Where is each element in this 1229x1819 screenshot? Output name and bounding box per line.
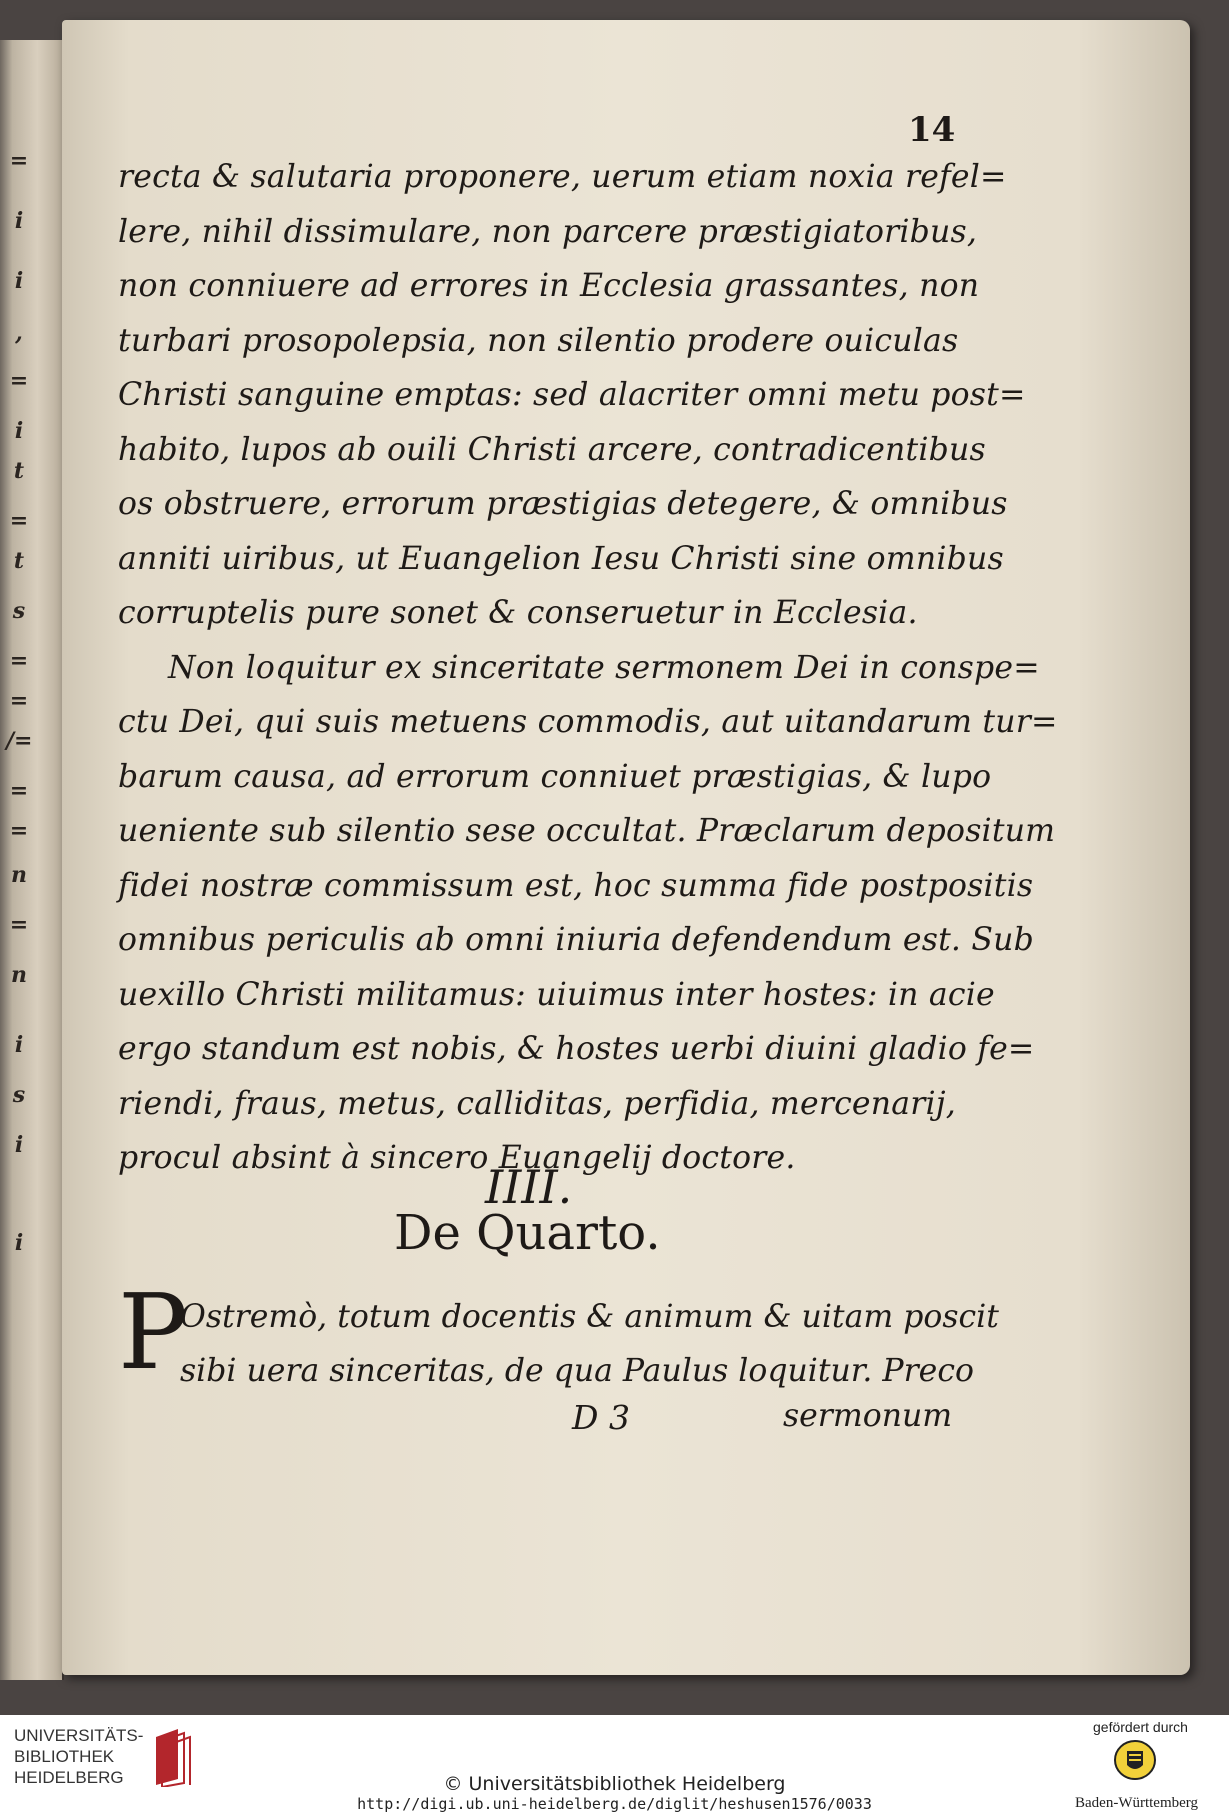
facing-page-glyph: t: [13, 458, 25, 484]
text-line: recta & salutaria proponere, uerum etiam noxia refel=: [118, 159, 1007, 195]
text-line: sibi uera sinceritas, de qua Paulus loquitur. Preco: [180, 1353, 974, 1389]
facing-page-glyph: t: [13, 548, 25, 574]
facing-page-glyph: =: [9, 818, 29, 844]
body-text: [118, 150, 1058, 1186]
left-page-edge: [0, 40, 64, 1680]
text-line: corruptelis pure sonet & conseruetur in Ecclesia.: [118, 595, 918, 631]
text-line: uexillo Christi militamus: uiuimus inter hostes: in acie: [118, 976, 995, 1013]
facing-page-glyph: i: [14, 418, 24, 444]
coat-of-arms-icon: [1112, 1739, 1158, 1781]
section-title: De Quarto.: [394, 1205, 661, 1261]
facing-page-glyph: s: [12, 1082, 26, 1108]
facing-page-glyph: i: [14, 1230, 24, 1256]
text-line: fidei nostræ commissum est, hoc summa fide postpositis: [118, 867, 1034, 904]
facing-page-glyph: ,: [15, 320, 23, 346]
text-line: turbari prosopolepsia, non silentio prodere ouiculas: [118, 322, 959, 359]
facing-page-glyph: =: [9, 148, 29, 174]
text-line: Ostremò, totum docentis & animum & uitam poscit: [180, 1299, 999, 1335]
text-line: omnibus periculis ab omni iniuria defendendum est. Sub: [118, 922, 1034, 958]
catchword: sermonum: [783, 1398, 953, 1434]
sponsor-label: gefördert durch: [1093, 1719, 1188, 1735]
drop-cap: P: [118, 1271, 188, 1393]
facing-page-glyph: n: [11, 962, 27, 988]
text-line: Christi sanguine emptas: sed alacriter omni metu post=: [118, 377, 1026, 413]
facing-page-glyph: =: [9, 368, 29, 394]
text-line: procul absint à sincero Euangelij doctore.: [118, 1140, 796, 1176]
page-number: 14: [908, 110, 956, 150]
text-line: non conniuere ad errores in Ecclesia grassantes, non: [118, 268, 980, 304]
facing-page-glyph: i: [14, 1132, 24, 1158]
facing-page-glyph: i: [14, 1032, 24, 1058]
section-number: IIII.: [485, 1160, 573, 1214]
text-line: riendi, fraus, metus, calliditas, perfidia, mercenarij,: [118, 1085, 956, 1122]
facing-page-glyph: =: [9, 778, 29, 804]
text-line: os obstruere, errorum præstigias detegere, & omnibus: [118, 486, 1008, 522]
library-name-line: HEIDELBERG: [14, 1768, 124, 1787]
text-line: barum causa, ad errorum conniuet præstigias, & lupo: [118, 758, 992, 795]
facing-page-glyph: =: [9, 648, 29, 674]
final-paragraph: [180, 1290, 999, 1398]
footer: [0, 1715, 1229, 1819]
text-line: anniti uiribus, ut Euangelion Iesu Christi sine omnibus: [118, 540, 1004, 577]
text-line: ctu Dei, qui suis metuens commodis, aut uitandarum tur=: [118, 704, 1058, 740]
facing-page-glyph: s: [12, 598, 26, 624]
facing-page-glyph: =: [9, 508, 29, 534]
facing-page-glyph: =: [9, 688, 29, 714]
text-line: Non loquitur ex sinceritate sermonem Dei in conspe=: [168, 649, 1040, 686]
text-line: habito, lupos ab ouili Christi arcere, contradicentibus: [118, 431, 986, 468]
copyright-notice: © Universitätsbibliothek Heidelberg: [443, 1773, 786, 1795]
text-line: lere, nihil dissimulare, non parcere præstigiatoribus,: [118, 213, 978, 250]
source-url[interactable]: http://digi.ub.uni-heidelberg.de/diglit/heshusen1576/0033: [357, 1795, 872, 1813]
facing-page-glyph: i: [14, 268, 24, 294]
facing-page-glyph: n: [11, 862, 27, 888]
text-line: ueniente sub silentio sese occultat. Præclarum depositum: [118, 813, 1056, 849]
facing-page-glyph: /=: [6, 728, 33, 754]
library-name-line: UNIVERSITÄTS-: [14, 1726, 144, 1745]
text-line: ergo standum est nobis, & hostes uerbi diuini gladio fe=: [118, 1031, 1035, 1067]
facing-page-glyph: =: [9, 912, 29, 938]
library-name-line: BIBLIOTHEK: [14, 1747, 115, 1766]
facing-page-glyph: i: [14, 208, 24, 234]
sponsor-name: Baden-Württemberg: [1075, 1795, 1199, 1811]
signature-mark: D 3: [572, 1398, 630, 1437]
